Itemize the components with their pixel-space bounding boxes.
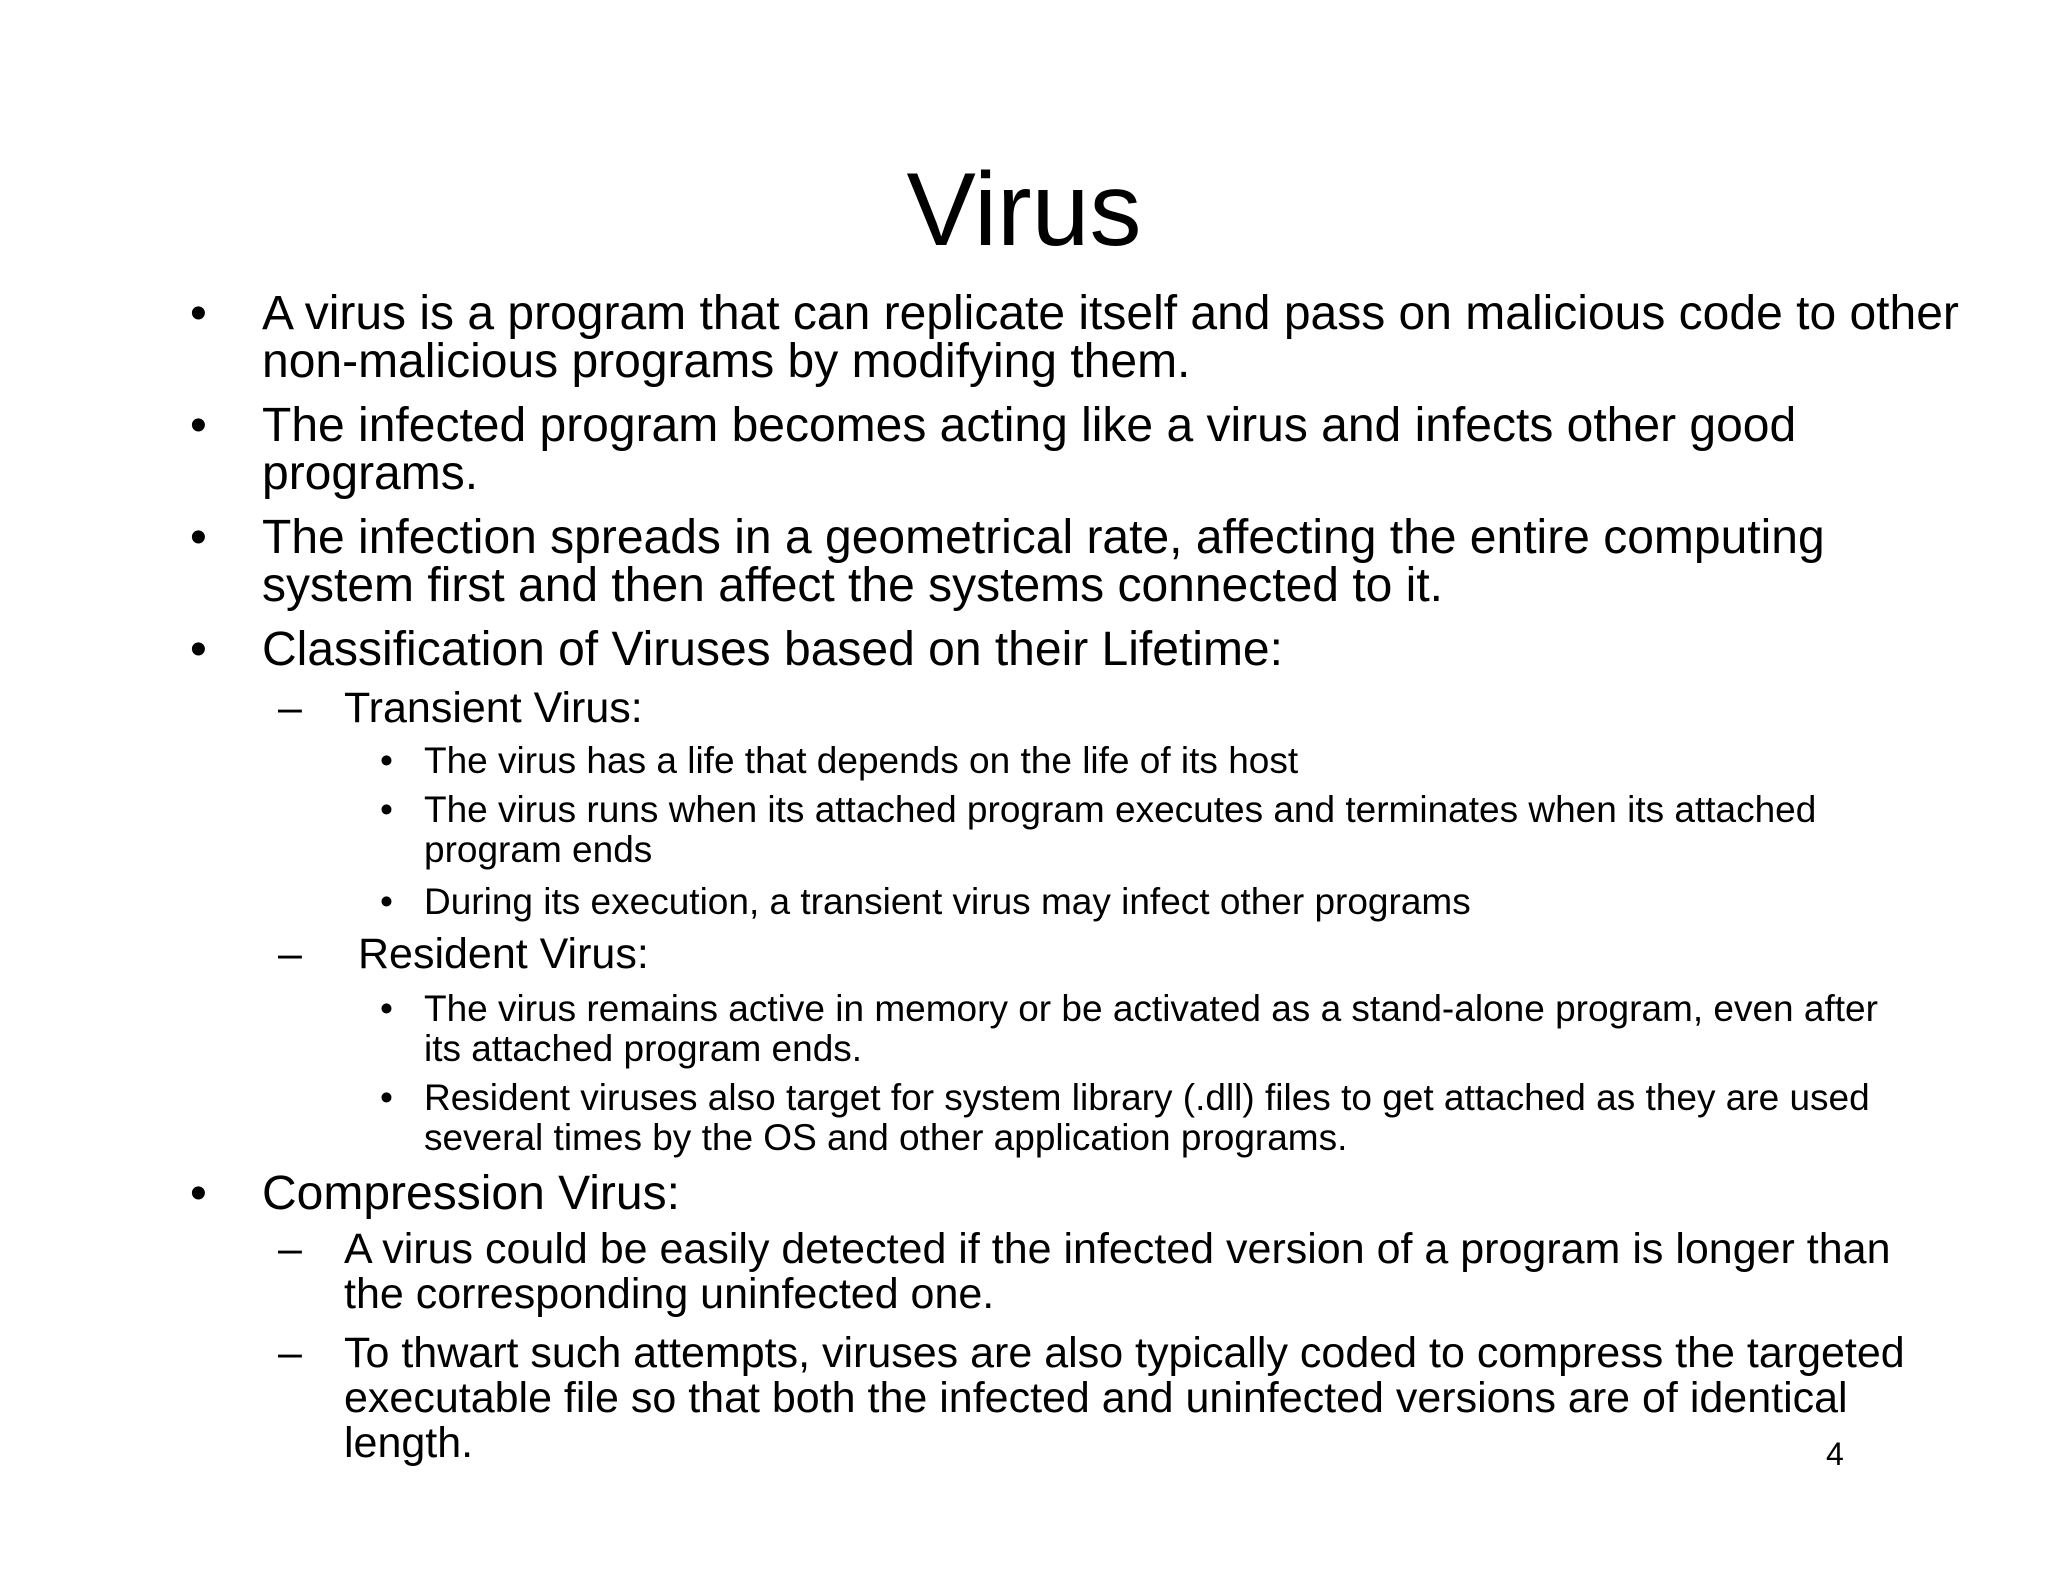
- dash-marker: –: [278, 1329, 302, 1377]
- bullet-text: Compression Virus:: [262, 1167, 680, 1220]
- bullet-marker: •: [190, 399, 207, 452]
- bullet-item: [190, 511, 1982, 612]
- sub-sub-bullet-item: [380, 789, 1924, 870]
- bullet-marker: •: [190, 287, 207, 340]
- bullet-text: A virus is a program that can replicate itself and pass on malicious code to other non-malicious programs by modifying them.: [262, 287, 1959, 388]
- sub-bullet-text: To thwart such attempts, viruses are also typically coded to compress the targeted executable file so that both the infected and uninfected versions are of identical length.: [344, 1329, 1905, 1467]
- sub-sub-bullet-text: Resident viruses also target for system library (.dll) files to get attached as they are used several times by the OS and other application programs.: [424, 1077, 1870, 1158]
- dash-marker: –: [278, 1225, 302, 1273]
- sub-sub-bullet-text: The virus has a life that depends on the life of its host: [424, 740, 1299, 781]
- sub-sub-bullet-item: [380, 1077, 1924, 1158]
- bullet-item: [190, 399, 1982, 500]
- bullet-text: Classification of Viruses based on their Lifetime:: [262, 623, 1283, 676]
- sub-bullet-item: [278, 1329, 1944, 1467]
- page-number: 4: [1826, 1436, 1844, 1472]
- sub-bullet-item: [278, 684, 1944, 732]
- bullet-marker: •: [380, 740, 393, 781]
- dash-marker: –: [278, 684, 302, 732]
- bullet-item: [190, 287, 1982, 388]
- dash-marker: –: [278, 930, 302, 978]
- slide-title: Virus: [906, 152, 1142, 268]
- sub-bullet-text: Transient Virus:: [344, 684, 643, 732]
- bullet-marker: •: [380, 789, 393, 830]
- sub-sub-bullet-text: The virus remains active in memory or be activated as a stand-alone program, even after its attached program ends.: [424, 988, 1878, 1069]
- sub-bullet-text: Resident Virus:: [358, 930, 649, 978]
- bullet-text: The infection spreads in a geometrical rate, affecting the entire computing system first and then affect the systems connected to it.: [262, 511, 1825, 612]
- bullet-marker: •: [190, 1167, 207, 1220]
- sub-bullet-item: [278, 930, 1944, 978]
- sub-sub-bullet-text: The virus runs when its attached program executes and terminates when its attached program ends: [424, 789, 1817, 870]
- bullet-marker: •: [190, 623, 207, 676]
- sub-sub-bullet-item: [380, 740, 1924, 781]
- sub-bullet-text: A virus could be easily detected if the infected version of a program is longer than the corresponding uninfected one.: [344, 1225, 1891, 1318]
- bullet-marker: •: [190, 511, 207, 564]
- sub-bullet-item: [278, 1225, 1944, 1318]
- sub-sub-bullet-item: [380, 881, 1924, 922]
- bullet-text: The infected program becomes acting like a virus and infects other good programs.: [262, 399, 1797, 500]
- bullet-marker: •: [380, 988, 393, 1029]
- sub-sub-bullet-item: [380, 988, 1924, 1069]
- bullet-marker: •: [380, 1077, 393, 1118]
- bullet-item: [190, 623, 1982, 676]
- bullet-item: [190, 1167, 1982, 1220]
- sub-sub-bullet-text: During its execution, a transient virus may infect other programs: [424, 881, 1471, 922]
- bullet-marker: •: [380, 881, 393, 922]
